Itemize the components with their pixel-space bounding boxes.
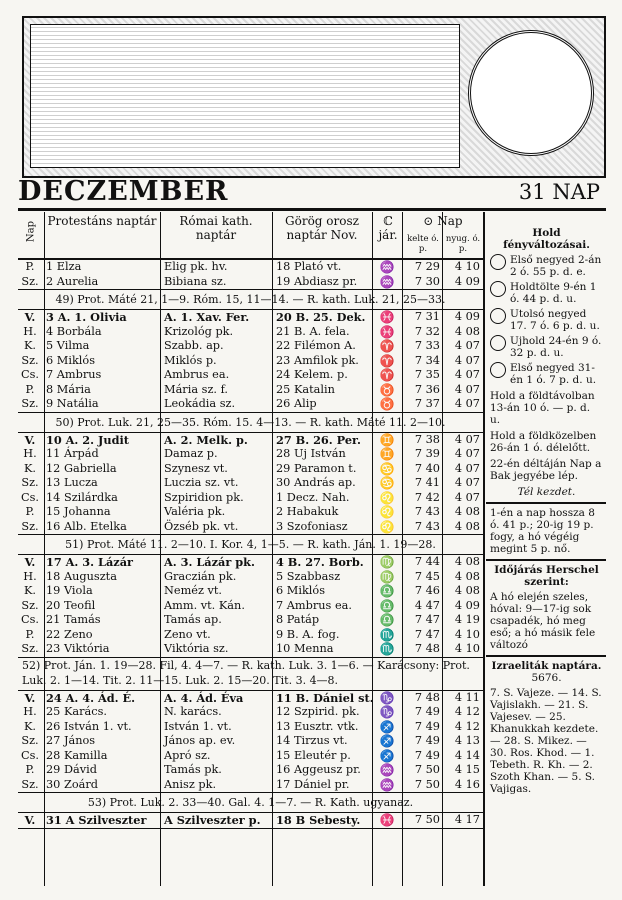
weekday: K. xyxy=(23,461,37,475)
orthodox-name: 15 Eleutér p. xyxy=(276,748,351,762)
header-sunrise: kelte ó. p. xyxy=(407,234,439,254)
christmas-scene-image xyxy=(30,24,460,168)
day-row xyxy=(18,505,483,520)
day-row xyxy=(18,778,483,793)
weeks-container xyxy=(18,260,483,829)
weekday: Cs. xyxy=(20,613,40,626)
protestant-name: 24 A. 4. Ád. É. xyxy=(46,690,136,705)
sunrise: 7 50 xyxy=(414,763,440,776)
sunrise: 7 49 xyxy=(414,719,440,733)
protestant-name: 3 A. 1. Olivia xyxy=(46,310,127,324)
sunrise: 7 49 xyxy=(414,705,440,718)
sunrise: 7 43 xyxy=(414,505,440,518)
day-row xyxy=(18,720,483,735)
day-count: 31 NAP xyxy=(518,180,600,204)
moon-phase-text: Első negyed 31-én 1 ó. 7 p. d. u. xyxy=(510,362,597,386)
protestant-name: 27 János xyxy=(46,734,96,747)
catholic-name: Viktória sz. xyxy=(164,642,229,655)
moon-apogee: Hold a földtávolban 13-án 10 ó. — p. d. u. xyxy=(490,390,595,426)
orthodox-name: 10 Menna xyxy=(276,642,334,655)
weekday: Sz. xyxy=(21,519,39,533)
zodiac-icon: ♐ xyxy=(379,748,395,763)
sunrise: 4 47 xyxy=(414,598,440,612)
weekday: V. xyxy=(24,690,36,705)
protestant-name: 8 Mária xyxy=(46,382,91,396)
day-row xyxy=(18,491,483,506)
week-reading: 53) Prot. Luk. 2. 33—40. Gal. 4. 1—7. — R. Kath. ugyanaz. xyxy=(18,793,483,813)
protestant-name: 30 Zoárd xyxy=(46,777,98,791)
orthodox-name: 8 Patáp xyxy=(276,613,320,626)
sunset: 4 10 xyxy=(454,627,480,641)
weekday: Cs. xyxy=(20,490,40,504)
zodiac-icon: ♌ xyxy=(379,505,395,519)
catholic-name: Anisz pk. xyxy=(164,777,217,791)
catholic-name: Mária sz. f. xyxy=(164,382,228,396)
orthodox-name: 3 Szofoniasz xyxy=(276,519,348,533)
sunset: 4 09 xyxy=(454,310,480,323)
weekday: V. xyxy=(24,813,36,827)
day-row xyxy=(18,570,483,585)
protestant-name: 17 A. 3. Lázár xyxy=(46,555,133,569)
moon-phases-title: Hold fényváltozásai. xyxy=(503,227,590,251)
day-row xyxy=(18,447,483,462)
weekday: H. xyxy=(23,447,37,460)
weekday: H. xyxy=(23,705,37,718)
moon-phase-text: Ujhold 24-én 9 ó. 32 p. d. u. xyxy=(510,335,602,359)
catholic-name: Leokádia sz. xyxy=(164,397,236,410)
day-row xyxy=(18,749,483,764)
catholic-name: Tamás ap. xyxy=(164,613,222,626)
sunset: 4 08 xyxy=(454,519,480,533)
sunset: 4 08 xyxy=(454,584,480,597)
sunset: 4 10 xyxy=(454,642,480,655)
sunrise: 7 49 xyxy=(414,748,440,762)
protestant-name: 19 Viola xyxy=(46,584,93,597)
orthodox-name: 29 Paramon t. xyxy=(276,461,357,475)
protestant-name: 10 A. 2. Judit xyxy=(46,432,129,447)
orthodox-name: 18 Plató vt. xyxy=(276,260,342,273)
sunset: 4 08 xyxy=(454,569,480,583)
week-reading: 52) Prot. Ján. 1. 19—28. Fil, 4. 4—7. — R. kath. Luk. 3. 1—6. — Karácsony: Prot. Luk. 2. 1—14. Tit. 2. 11—15. Luk. 2. 15—20. Tit. 3. 4—8. xyxy=(18,658,483,691)
catholic-name: Amm. vt. Kán. xyxy=(164,598,245,612)
day-row xyxy=(18,433,483,448)
header-nap: Nap xyxy=(25,220,37,243)
sunset: 4 07 xyxy=(454,447,480,460)
protestant-name: 22 Zeno xyxy=(46,627,93,641)
sunset: 4 08 xyxy=(454,324,480,338)
sunrise: 7 47 xyxy=(414,613,440,626)
sunset: 4 07 xyxy=(454,368,480,381)
day-row xyxy=(18,310,483,325)
day-row xyxy=(18,705,483,720)
orthodox-name: 14 Tirzus vt. xyxy=(276,734,348,747)
protestant-name: 18 Auguszta xyxy=(46,569,117,583)
catholic-name: Zeno vt. xyxy=(164,627,211,641)
orthodox-name: 23 Amfilok pk. xyxy=(276,353,359,367)
weekday: H. xyxy=(23,569,37,583)
catholic-name: A. 1. Xav. Fer. xyxy=(164,310,250,324)
weekday: Sz. xyxy=(21,397,39,410)
orthodox-name: 19 Abdiasz pr. xyxy=(276,274,358,288)
moon-icon xyxy=(490,335,506,351)
catholic-name: Neméz vt. xyxy=(164,584,223,597)
orthodox-name: 26 Alip xyxy=(276,397,317,410)
catholic-name: A. 4. Ád. Éva xyxy=(164,690,244,705)
sunrise: 7 40 xyxy=(414,461,440,475)
week-reading: 51) Prot. Máté 11. 2—10. I. Kor. 4, 1—5. — R. kath. Ján. 1. 19—28. xyxy=(18,535,483,555)
orthodox-name: 12 Szpirid. pk. xyxy=(276,705,360,718)
weekday: V. xyxy=(24,555,36,569)
catholic-name: N. karács. xyxy=(164,705,222,718)
sunrise: 7 30 xyxy=(414,274,440,288)
zodiac-icon: ♋ xyxy=(379,461,395,476)
protestant-name: 11 Árpád xyxy=(46,447,99,460)
sunset: 4 07 xyxy=(454,476,480,489)
protestant-name: 9 Natália xyxy=(46,397,99,410)
header-protestant: Protestáns naptár xyxy=(47,214,157,228)
sunset: 4 15 xyxy=(454,763,480,776)
weekday: V. xyxy=(24,432,36,447)
jewish-year: 5676. xyxy=(531,672,562,684)
sunset: 4 13 xyxy=(454,734,480,747)
day-row xyxy=(18,691,483,706)
zodiac-icon: ♈ xyxy=(379,339,395,353)
catholic-name: Ambrus ea. xyxy=(164,368,230,381)
moon-phase-text: Utolsó negyed 17. 7 ó. 6 p. d. u. xyxy=(510,308,600,332)
moon-phase xyxy=(490,254,603,278)
day-row xyxy=(18,628,483,643)
month-title: DECZEMBER xyxy=(18,176,229,207)
header-moon-path: ℂ jár. xyxy=(378,214,398,242)
weekday: P. xyxy=(25,260,35,273)
zodiac-icon: ♑ xyxy=(379,705,395,719)
protestant-name: 21 Tamás xyxy=(46,613,101,626)
sunset: 4 16 xyxy=(454,777,480,791)
orthodox-name: 4 B. 27. Borb. xyxy=(276,555,364,569)
week-reading: 49) Prot. Máté 21, 1—9. Róm. 15, 11—14. — R. kath. Luk. 21, 25—33. xyxy=(18,290,483,310)
moon-phase xyxy=(490,308,603,332)
sunrise: 7 45 xyxy=(414,569,440,583)
day-row xyxy=(18,642,483,657)
capricorn-goat-medallion xyxy=(468,30,594,156)
sunset: 4 10 xyxy=(454,260,480,273)
protestant-name: 31 A Szilveszter xyxy=(46,813,147,827)
orthodox-name: 24 Kelem. p. xyxy=(276,368,348,381)
orthodox-name: 1 Decz. Nah. xyxy=(276,490,350,504)
sunset: 4 19 xyxy=(454,613,480,626)
header-greek-orthodox: Görög orosz naptár Nov. xyxy=(285,214,359,242)
weekday: K. xyxy=(23,339,37,352)
sunrise: 7 44 xyxy=(414,555,440,568)
catholic-name: Tamás pk. xyxy=(164,763,222,776)
zodiac-icon: ♒ xyxy=(379,260,395,274)
day-row xyxy=(18,476,483,491)
day-row xyxy=(18,339,483,354)
zodiac-icon: ♍ xyxy=(379,555,395,569)
zodiac-icon: ♒ xyxy=(379,274,395,289)
orthodox-name: 30 András ap. xyxy=(276,476,356,489)
weekday: Sz. xyxy=(21,734,39,747)
sunset: 4 12 xyxy=(454,719,480,733)
catholic-name: Miklós p. xyxy=(164,353,217,367)
catholic-name: A. 2. Melk. p. xyxy=(164,432,248,447)
moon-phases-list xyxy=(490,254,603,386)
orthodox-name: 5 Szabbasz xyxy=(276,569,341,583)
catholic-name: Valéria pk. xyxy=(164,505,226,518)
moon-phase-text: Holdtölte 9-én 1 ó. 44 p. d. u. xyxy=(510,281,597,305)
orthodox-name: 11 B. Dániel st. xyxy=(276,690,374,705)
protestant-name: 29 Dávid xyxy=(46,763,97,776)
weekday: K. xyxy=(23,584,37,597)
day-row xyxy=(18,613,483,628)
sunrise: 7 43 xyxy=(414,519,440,533)
weekday: V. xyxy=(24,310,36,324)
orthodox-name: 25 Katalin xyxy=(276,382,335,396)
orthodox-name: 9 B. A. fog. xyxy=(276,627,340,641)
moon-phase xyxy=(490,335,603,359)
sunset: 4 08 xyxy=(454,555,480,568)
day-row xyxy=(18,260,483,275)
title-rule xyxy=(18,208,606,211)
day-row xyxy=(18,383,483,398)
day-row xyxy=(18,584,483,599)
winter-start: Tél kezdet. xyxy=(517,486,576,498)
day-row xyxy=(18,275,483,290)
weekday: Sz. xyxy=(21,476,39,489)
catholic-name: Özséb pk. vt. xyxy=(164,519,239,533)
orthodox-name: 21 B. A. fela. xyxy=(276,324,350,338)
moon-icon xyxy=(490,281,506,297)
weather-text: A hó elején szeles, hóval: 9—17-ig sok csapadék, hó meg eső; a hó másik fele változó xyxy=(490,591,596,651)
zodiac-icon: ♒ xyxy=(379,777,395,792)
weekday: Sz. xyxy=(21,353,39,367)
zodiac-icon: ♋ xyxy=(379,476,395,490)
sunset: 4 14 xyxy=(454,748,480,762)
zodiac-icon: ♎ xyxy=(379,584,395,598)
zodiac-icon: ♈ xyxy=(379,353,395,368)
sunset: 4 07 xyxy=(454,490,480,504)
sunset: 4 07 xyxy=(454,339,480,352)
moon-icon xyxy=(490,254,506,270)
moon-icon xyxy=(490,362,506,378)
zodiac-icon: ♐ xyxy=(379,719,395,734)
protestant-name: 7 Ambrus xyxy=(46,368,102,381)
catholic-name: Apró sz. xyxy=(164,748,211,762)
sunset: 4 08 xyxy=(454,505,480,518)
orthodox-name: 7 Ambrus ea. xyxy=(276,598,352,612)
moon-perigee: Hold a földközelben 26-án 1 ó. délelőtt. xyxy=(490,430,597,454)
catholic-name: Bibiana sz. xyxy=(164,274,227,288)
protestant-name: 28 Kamilla xyxy=(46,748,108,762)
weekday: Sz. xyxy=(21,777,39,791)
sunrise: 7 37 xyxy=(414,397,440,410)
sunrise: 7 46 xyxy=(414,584,440,597)
weekday: P. xyxy=(25,627,35,641)
sunrise: 7 36 xyxy=(414,382,440,396)
catholic-name: Szabb. ap. xyxy=(164,339,224,352)
orthodox-name: 28 Uj István xyxy=(276,447,346,460)
table-header xyxy=(18,212,483,260)
sunset: 4 12 xyxy=(454,705,480,718)
protestant-name: 4 Borbála xyxy=(46,324,102,338)
zodiac-icon: ♌ xyxy=(379,519,395,534)
weekday: P. xyxy=(25,763,35,776)
weekday: Sz. xyxy=(21,598,39,612)
zodiac-icon: ♏ xyxy=(379,627,395,642)
sunset: 4 11 xyxy=(454,690,480,704)
protestant-name: 5 Vilma xyxy=(46,339,90,352)
zodiac-icon: ♒ xyxy=(379,763,395,777)
protestant-name: 14 Szilárdka xyxy=(46,490,118,504)
zodiac-icon: ♑ xyxy=(379,690,395,705)
sunset: 4 17 xyxy=(454,813,480,826)
day-row xyxy=(18,555,483,570)
day-row xyxy=(18,462,483,477)
weekday: Cs. xyxy=(20,368,40,381)
zodiac-icon: ♎ xyxy=(379,613,395,627)
sunset: 4 09 xyxy=(454,274,480,288)
weekday: P. xyxy=(25,382,35,396)
protestant-name: 15 Johanna xyxy=(46,505,111,518)
protestant-name: 20 Teofil xyxy=(46,598,96,612)
weekday: P. xyxy=(25,505,35,518)
zodiac-icon: ♉ xyxy=(379,382,395,397)
header-sunset: nyug. ó. p. xyxy=(445,234,481,254)
day-row xyxy=(18,325,483,340)
jewish-calendar-text: 7. S. Vajeze. — 14. S. Vajislakh. — 21. S. Vajesev. — 25. Khanukkah kezdete. — 28. S. Mikez. — 30. Ros. Khod. — 1. Tebeth. R. Kh. — 2. Szoth Khan. — 5. S. Vajigas. xyxy=(490,687,602,795)
sunset: 4 07 xyxy=(454,353,480,367)
catholic-name: Graczián pk. xyxy=(164,569,237,583)
sunrise: 7 38 xyxy=(414,432,440,446)
sunrise: 7 34 xyxy=(414,353,440,367)
weekday: Sz. xyxy=(21,642,39,655)
sunset: 4 09 xyxy=(454,598,480,612)
day-row xyxy=(18,734,483,749)
day-row xyxy=(18,520,483,535)
protestant-name: 1 Elza xyxy=(46,260,82,273)
sunrise: 7 48 xyxy=(414,642,440,655)
protestant-name: 6 Miklós xyxy=(46,353,96,367)
orthodox-name: 27 B. 26. Per. xyxy=(276,432,361,447)
zodiac-icon: ♓ xyxy=(379,813,395,827)
orthodox-name: 6 Miklós xyxy=(276,584,326,597)
zodiac-icon: ♉ xyxy=(379,397,395,411)
weekday: H. xyxy=(23,324,37,338)
jewish-calendar-title: Izraeliták naptára. xyxy=(491,660,602,672)
sunrise: 7 33 xyxy=(414,339,440,352)
sunrise: 7 41 xyxy=(414,476,440,489)
day-row xyxy=(18,368,483,383)
sunrise: 7 31 xyxy=(414,310,440,323)
protestant-name: 2 Aurelia xyxy=(46,274,99,288)
zodiac-icon: ♍ xyxy=(379,569,395,584)
header-sun: ⊙ Nap xyxy=(423,214,463,228)
moon-phase xyxy=(490,362,603,386)
catholic-name: A Szilveszter p. xyxy=(164,813,261,827)
zodiac-icon: ♏ xyxy=(379,642,395,656)
day-row xyxy=(18,813,483,828)
catholic-name: Szpiridion pk. xyxy=(164,490,244,504)
header-roman-catholic: Római kath. naptár xyxy=(179,214,253,242)
orthodox-name: 17 Dániel pr. xyxy=(276,777,350,791)
day-row xyxy=(18,354,483,369)
moon-phase xyxy=(490,281,603,305)
moon-phase-text: Első negyed 2-án 2 ó. 55 p. d. e. xyxy=(510,254,602,278)
sun-capricorn-note: 22-én déltáján Nap a Bak jegyébe lép. xyxy=(490,458,602,482)
zodiac-icon: ♊ xyxy=(379,432,395,447)
zodiac-icon: ♓ xyxy=(379,310,395,324)
header-illustration xyxy=(22,16,606,178)
sunset: 4 07 xyxy=(454,382,480,396)
weekday: Cs. xyxy=(20,748,40,762)
protestant-name: 26 István 1. vt. xyxy=(46,719,132,733)
weather-title: Időjárás Herschel szerint: xyxy=(494,564,599,588)
day-row xyxy=(18,397,483,412)
sunrise: 7 50 xyxy=(414,813,440,826)
week-reading: 50) Prot. Luk. 21, 25—35. Róm. 15. 4—13. — R. kath. Máté 11. 2—10. xyxy=(18,413,483,433)
zodiac-icon: ♌ xyxy=(379,490,395,505)
sidebar-notes xyxy=(486,212,606,886)
sunrise: 7 50 xyxy=(414,777,440,791)
sunset: 4 07 xyxy=(454,397,480,410)
sunrise: 7 42 xyxy=(414,490,440,504)
weekday: Sz. xyxy=(21,274,39,288)
catholic-name: Elig pk. hv. xyxy=(164,260,228,273)
day-length-note: 1-én a nap hossza 8 ó. 41 p.; 20-ig 19 p. fogy, a hó végéig megint 5 p. nő. xyxy=(490,507,595,555)
zodiac-icon: ♐ xyxy=(379,734,395,748)
protestant-name: 13 Lucza xyxy=(46,476,98,489)
orthodox-name: 2 Habakuk xyxy=(276,505,339,518)
orthodox-name: 22 Filémon A. xyxy=(276,339,356,352)
orthodox-name: 13 Eusztr. vtk. xyxy=(276,719,359,733)
protestant-name: 12 Gabriella xyxy=(46,461,117,475)
catholic-name: A. 3. Lázár pk. xyxy=(164,555,255,569)
catholic-name: István 1. vt. xyxy=(164,719,232,733)
weekday: K. xyxy=(23,719,37,733)
orthodox-name: 16 Aggeusz pr. xyxy=(276,763,361,776)
orthodox-name: 18 B Sebesty. xyxy=(276,813,361,827)
catholic-name: Damaz p. xyxy=(164,447,218,460)
sunrise: 7 47 xyxy=(414,627,440,641)
day-row xyxy=(18,599,483,614)
sunset: 4 07 xyxy=(454,461,480,475)
zodiac-icon: ♎ xyxy=(379,598,395,613)
day-row xyxy=(18,763,483,778)
sunrise: 7 48 xyxy=(414,690,440,704)
protestant-name: 16 Alb. Etelka xyxy=(46,519,127,533)
catholic-name: Szynesz vt. xyxy=(164,461,228,475)
sunset: 4 07 xyxy=(454,432,480,446)
orthodox-name: 20 B. 25. Dek. xyxy=(276,310,366,324)
zodiac-icon: ♓ xyxy=(379,324,395,339)
protestant-name: 23 Viktória xyxy=(46,642,110,655)
sunrise: 7 39 xyxy=(414,447,440,460)
protestant-name: 25 Karács. xyxy=(46,705,107,718)
sunrise: 7 29 xyxy=(414,260,440,273)
catholic-name: János ap. ev. xyxy=(164,734,236,747)
catholic-name: Luczia sz. vt. xyxy=(164,476,239,489)
calendar-table xyxy=(18,212,485,886)
zodiac-icon: ♊ xyxy=(379,447,395,461)
sunrise: 7 49 xyxy=(414,734,440,747)
moon-icon xyxy=(490,308,506,324)
sunrise: 7 35 xyxy=(414,368,440,381)
sunrise: 7 32 xyxy=(414,324,440,338)
zodiac-icon: ♈ xyxy=(379,368,395,382)
catholic-name: Krizológ pk. xyxy=(164,324,234,338)
